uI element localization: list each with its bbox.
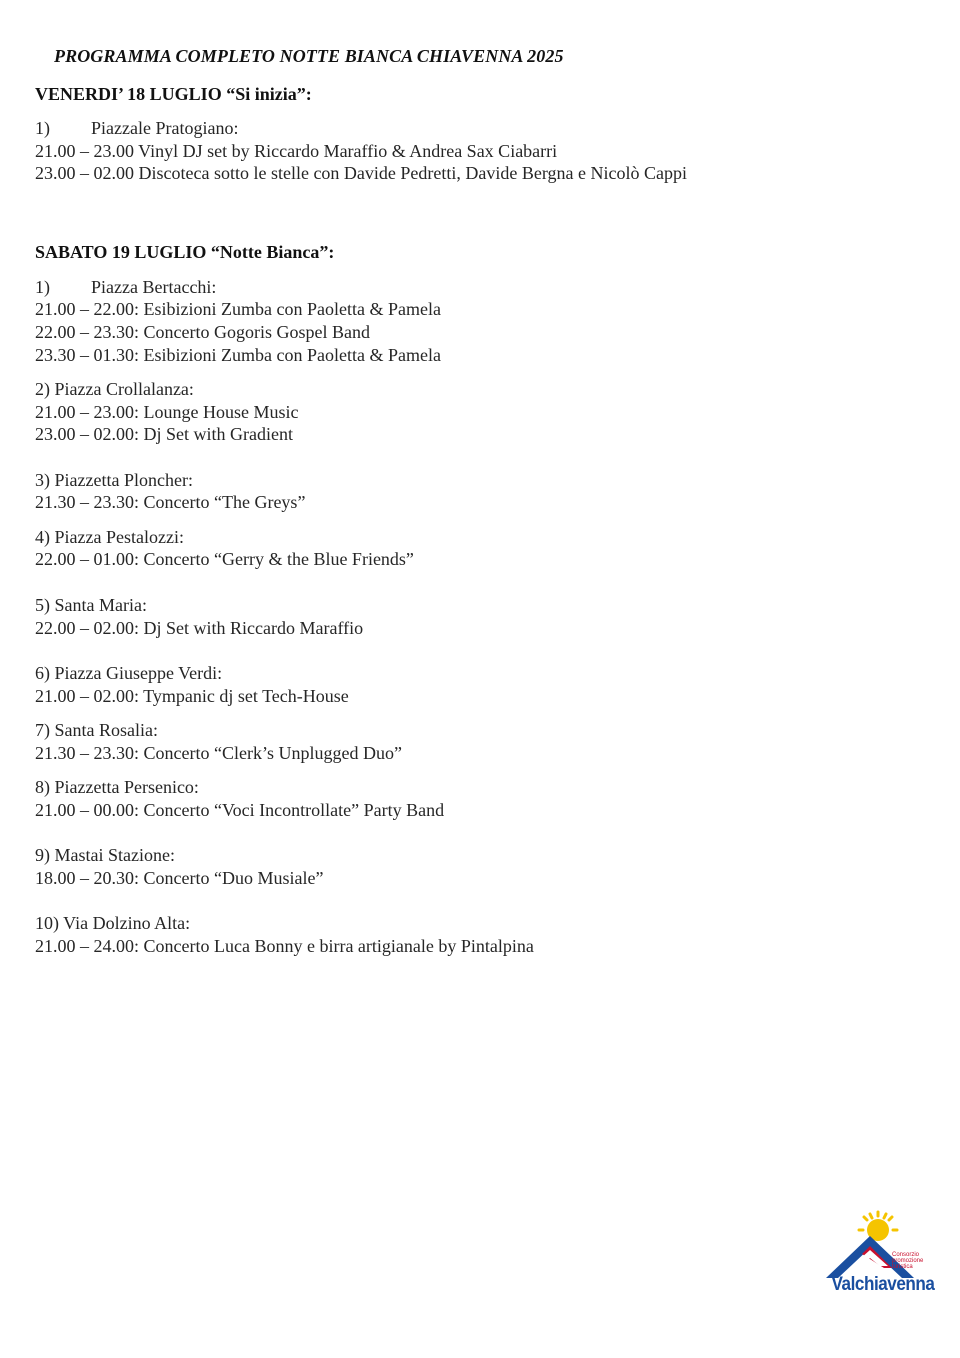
event-line: 21.00 – 02.00: Tympanic dj set Tech-House — [35, 686, 349, 706]
venue-name: 10) Via Dolzino Alta: — [35, 913, 191, 933]
event-line: 22.00 – 01.00: Concerto “Gerry & the Blue Friends” — [35, 549, 414, 569]
venue-name: 7) Santa Rosalia: — [35, 720, 158, 740]
venue-name: 9) Mastai Stazione: — [35, 845, 175, 865]
document-title: PROGRAMMA COMPLETO NOTTE BIANCA CHIAVENNA 2025 — [54, 46, 564, 66]
venue-name: 8) Piazzetta Persenico: — [35, 777, 199, 797]
venue-name: 5) Santa Maria: — [35, 595, 147, 615]
venue-name: 4) Piazza Pestalozzi: — [35, 527, 184, 547]
venue-name: 6) Piazza Giuseppe Verdi: — [35, 663, 223, 683]
logo-tagline: Consorzio promozione turistica — [892, 1252, 924, 1270]
logo-wordmark: Valchiavenna — [831, 1274, 935, 1295]
venue-name: 3) Piazzetta Ploncher: — [35, 470, 193, 490]
venue-number: 1) — [35, 277, 50, 297]
event-line: 21.30 – 23.30: Concerto “Clerk’s Unplugged Duo” — [35, 743, 402, 763]
event-line: 21.30 – 23.30: Concerto “The Greys” — [35, 492, 306, 512]
event-line: 18.00 – 20.30: Concerto “Duo Musiale” — [35, 868, 324, 888]
event-line: 22.00 – 02.00: Dj Set with Riccardo Maraffio — [35, 618, 364, 638]
venue-number: 1) — [35, 118, 50, 138]
valchiavenna-logo — [822, 1210, 944, 1306]
venue-name: Piazzale Pratogiano: — [91, 118, 239, 138]
venue-name: 2) Piazza Crollalanza: — [35, 379, 194, 399]
friday-venue — [35, 117, 238, 139]
event-line: 21.00 – 22.00: Esibizioni Zumba con Paoletta & Pamela — [35, 299, 441, 319]
sun-icon — [859, 1212, 897, 1241]
saturday-heading: SABATO 19 LUGLIO “Notte Bianca”: — [35, 242, 335, 262]
saturday-venue-1 — [35, 276, 216, 298]
friday-heading: VENERDI’ 18 LUGLIO “Si inizia”: — [35, 84, 312, 104]
venue-name: Piazza Bertacchi: — [91, 277, 217, 297]
event-line: 23.30 – 01.30: Esibizioni Zumba con Paoletta & Pamela — [35, 345, 441, 365]
event-line: 23.00 – 02.00 Discoteca sotto le stelle con Davide Pedretti, Davide Bergna e Nicolò Cappi — [35, 163, 688, 183]
event-line: 22.00 – 23.30: Concerto Gogoris Gospel Band — [35, 322, 370, 342]
event-line: 21.00 – 24.00: Concerto Luca Bonny e birra artigianale by Pintalpina — [35, 936, 534, 956]
event-line: 21.00 – 23.00 Vinyl DJ set by Riccardo Maraffio & Andrea Sax Ciabarri — [35, 141, 558, 161]
event-line: 21.00 – 23.00: Lounge House Music — [35, 402, 299, 422]
event-line: 21.00 – 00.00: Concerto “Voci Incontrollate” Party Band — [35, 800, 445, 820]
event-line: 23.00 – 02.00: Dj Set with Gradient — [35, 424, 293, 444]
